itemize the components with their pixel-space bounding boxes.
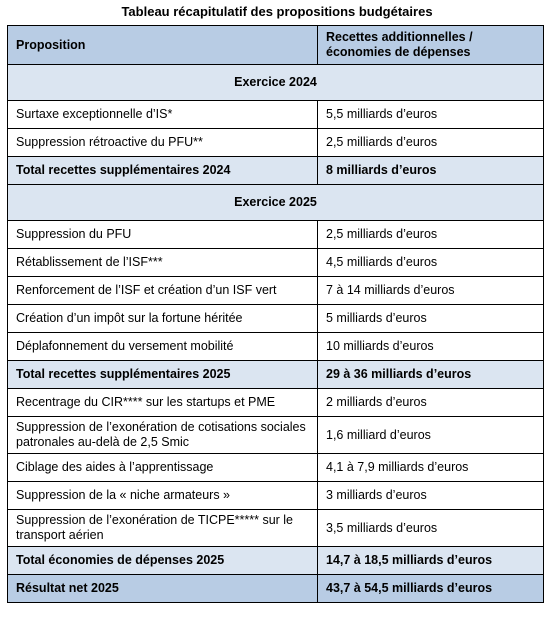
value-cell: 7 à 14 milliards d’euros: [318, 277, 544, 305]
value-cell: 5 milliards d’euros: [318, 305, 544, 333]
proposition-cell: Suppression de l’exonération de TICPE***** sur le transport aérien: [8, 510, 318, 547]
header-row: [8, 26, 544, 65]
proposition-cell: Ciblage des aides à l’apprentissage: [8, 454, 318, 482]
total-label: Total recettes supplémentaires 2024: [8, 157, 318, 185]
value-cell: 4,1 à 7,9 milliards d’euros: [318, 454, 544, 482]
table-row: [8, 129, 544, 157]
total-row-savings: [8, 547, 544, 575]
net-value: 43,7 à 54,5 milliards d’euros: [318, 575, 544, 603]
value-cell: 4,5 milliards d’euros: [318, 249, 544, 277]
table-row: [8, 333, 544, 361]
proposition-cell: Suppression du PFU: [8, 221, 318, 249]
net-label: Résultat net 2025: [8, 575, 318, 603]
proposition-cell: Déplafonnement du versement mobilité: [8, 333, 318, 361]
proposition-cell: Rétablissement de l’ISF***: [8, 249, 318, 277]
section-label: Exercice 2025: [8, 185, 544, 221]
proposition-cell: Surtaxe exceptionnelle d’IS*: [8, 101, 318, 129]
total-value: 14,7 à 18,5 milliards d’euros: [318, 547, 544, 575]
value-cell: 1,6 milliard d’euros: [318, 417, 544, 454]
proposition-cell: Suppression rétroactive du PFU**: [8, 129, 318, 157]
total-label: Total économies de dépenses 2025: [8, 547, 318, 575]
table-row: [8, 221, 544, 249]
table-row: [8, 305, 544, 333]
value-cell: 2,5 milliards d’euros: [318, 221, 544, 249]
net-result-row: [8, 575, 544, 603]
proposition-cell: Création d’un impôt sur la fortune héritée: [8, 305, 318, 333]
section-label: Exercice 2024: [8, 65, 544, 101]
header-proposition: Proposition: [8, 26, 318, 65]
table-row: [8, 482, 544, 510]
total-row-2025: [8, 361, 544, 389]
proposition-cell: Suppression de la « niche armateurs »: [8, 482, 318, 510]
table-row: [8, 389, 544, 417]
value-cell: 2 milliards d’euros: [318, 389, 544, 417]
section-row-2025: [8, 185, 544, 221]
section-row-2024: [8, 65, 544, 101]
value-cell: 5,5 milliards d’euros: [318, 101, 544, 129]
total-label: Total recettes supplémentaires 2025: [8, 361, 318, 389]
proposition-cell: Recentrage du CIR**** sur les startups et PME: [8, 389, 318, 417]
value-cell: 3,5 milliards d’euros: [318, 510, 544, 547]
value-cell: 10 milliards d’euros: [318, 333, 544, 361]
total-value: 29 à 36 milliards d’euros: [318, 361, 544, 389]
value-cell: 3 milliards d’euros: [318, 482, 544, 510]
proposition-cell: Suppression de l’exonération de cotisations sociales patronales au-delà de 2,5 Smic: [8, 417, 318, 454]
table-row: [8, 101, 544, 129]
proposition-cell: Renforcement de l’ISF et création d’un ISF vert: [8, 277, 318, 305]
total-value: 8 milliards d’euros: [318, 157, 544, 185]
table-title: Tableau récapitulatif des propositions budgétaires: [121, 4, 433, 19]
table-row: [8, 510, 544, 547]
table-row: [8, 277, 544, 305]
budget-table: [7, 25, 544, 603]
table-row: [8, 417, 544, 454]
table-row: [8, 454, 544, 482]
total-row-2024: [8, 157, 544, 185]
table-row: [8, 249, 544, 277]
header-recettes: Recettes additionnelles / économies de dépenses: [318, 26, 544, 65]
value-cell: 2,5 milliards d’euros: [318, 129, 544, 157]
